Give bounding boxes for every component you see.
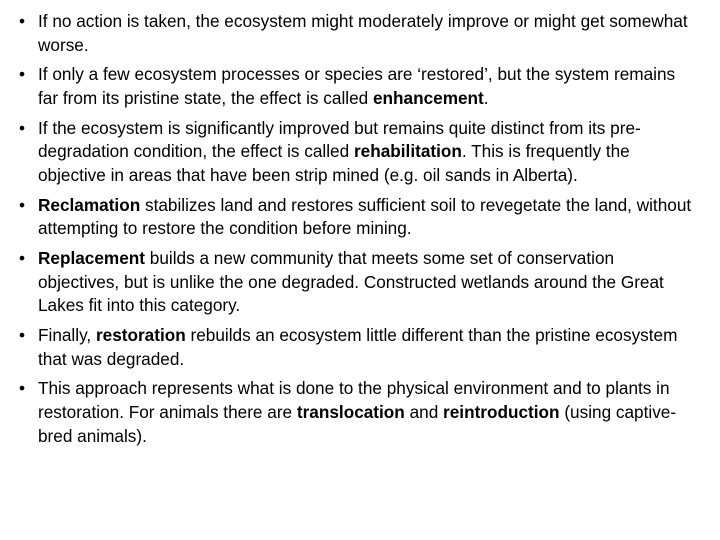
bold-term: Reclamation bbox=[38, 194, 141, 215]
bullet-text: builds a new community that meets some set of conservation objectives, but is unlike the one degraded. Constructed wetlands around the Great Lakes fit into this category. bbox=[38, 248, 664, 316]
bullet-text: If no action is taken, the ecosystem might moderately improve or might get somewhat worse. bbox=[38, 11, 688, 55]
bullet-item bbox=[19, 324, 695, 371]
bold-term: rehabilitation bbox=[353, 141, 462, 162]
bullet-text: Finally, bbox=[38, 325, 96, 346]
bullet-text: (using captive-bred animals). bbox=[38, 402, 677, 446]
bullet-item bbox=[19, 117, 695, 188]
bold-term: translocation bbox=[296, 402, 405, 423]
bullet-dot-icon: • bbox=[19, 117, 26, 138]
bullet-dot-icon: • bbox=[19, 378, 26, 399]
bullet-item bbox=[19, 194, 695, 241]
bullet-list bbox=[19, 10, 695, 454]
bullet-text: rebuilds an ecosystem little different than the pristine ecosystem that was degraded. bbox=[38, 325, 678, 369]
bold-term: reintroduction bbox=[443, 402, 560, 423]
bold-term: Replacement bbox=[38, 248, 145, 269]
bullet-dot-icon: • bbox=[19, 11, 26, 31]
bullet-text: If only a few ecosystem processes or species are ‘restored’, but the system remains far from its pristine state, the effect is called bbox=[38, 64, 676, 108]
bullet-text: and bbox=[404, 402, 444, 423]
bold-term: enhancement bbox=[372, 87, 484, 108]
bullet-text: . bbox=[483, 87, 489, 108]
bullet-dot-icon: • bbox=[19, 248, 26, 269]
bullet-item bbox=[19, 377, 695, 448]
bullet-text: If the ecosystem is significantly improved but remains quite distinct from its pre-degradation condition, the effect is called bbox=[38, 117, 641, 162]
bullet-item bbox=[19, 247, 695, 318]
bullet-text: . This is frequently the objective in areas that have been strip mined (e.g. oil sands in Alberta). bbox=[38, 141, 630, 185]
bullet-text: stabilizes land and restores sufficient soil to revegetate the land, without attempting to restore the condition before mining. bbox=[38, 194, 692, 239]
bullet-dot-icon: • bbox=[19, 64, 26, 85]
bullet-dot-icon: • bbox=[19, 194, 26, 215]
bullet-item bbox=[19, 10, 695, 57]
bold-term: restoration bbox=[95, 325, 186, 346]
bullet-dot-icon: • bbox=[19, 325, 26, 346]
bullet-item bbox=[19, 63, 695, 110]
bullet-text: This approach represents what is done to the physical environment and to plants in restoration. For animals there are bbox=[38, 378, 670, 423]
